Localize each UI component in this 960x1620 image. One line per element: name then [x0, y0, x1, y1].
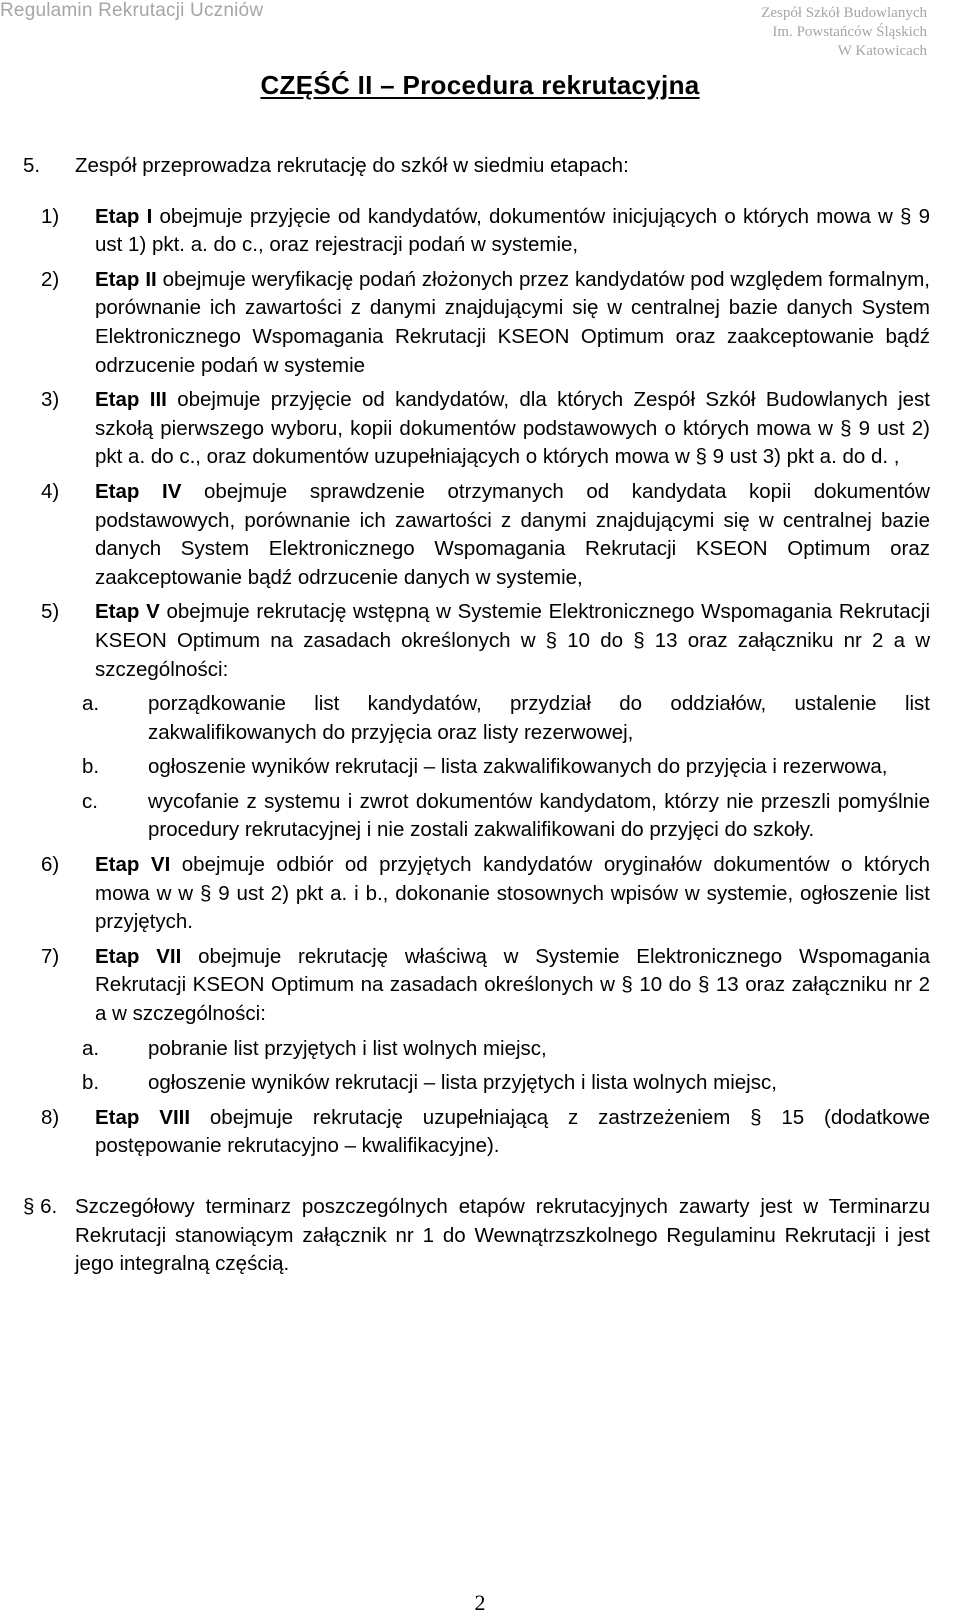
paragraph-marker: § 6.	[23, 1195, 58, 1218]
etap-description: obejmuje sprawdzenie otrzymanych od kandydata kopii dokumentów podstawowych, porównanie ich zawartości z danymi znajdującymi się w centralnej bazie danych System Elektronicznego Wspomagania Rekrutacji KSEON Optimum oraz zaakceptowanie bądź odrzucenie danych w systemie,	[95, 479, 930, 589]
list-item-number: 8)	[41, 1105, 60, 1129]
etap-label: Etap II	[95, 267, 157, 291]
sub-item-5b	[0, 753, 960, 782]
etap-description: obejmuje odbiór od przyjętych kandydatów oryginałów dokumentów o których mowa w w § 9 ust 2) pkt a. i b., dokonanie stosownych wpisów w systemie, ogłoszenie list przyjętych.	[95, 853, 930, 934]
list-item-number: 7)	[41, 944, 60, 968]
list-item-number: 6)	[41, 853, 60, 877]
etap-label: Etap IV	[95, 479, 182, 503]
sub-item-letter: c.	[82, 789, 98, 813]
etap-description: obejmuje przyjęcie od kandydatów, dla których Zespół Szkół Budowlanych jest szkołą pierwszego wyboru, kopii dokumentów podstawowych o których mowa w § 9 ust 2) pkt a. do c., oraz dokumentów uzupełniających o których mowa w § 9 ust 3) pkt a. do d. ,	[95, 388, 930, 469]
etap-description: obejmuje weryfikację podań złożonych przez kandydatów pod względem formalnym, porównanie ich zawartości z danymi znajdującymi się w centralnej bazie danych System Elektronicznego Wspomagania Rekrutacji KSEON Optimum oraz zaakceptowanie bądź odrzucenie podań w systemie	[95, 267, 930, 377]
list-item-etap-6	[0, 851, 960, 937]
list-item-number: 1)	[41, 204, 60, 228]
list-item-etap-4	[0, 478, 960, 592]
sub-item-5a	[0, 690, 960, 747]
paragraph-marker: 5.	[23, 154, 41, 177]
etap-label: Etap V	[95, 600, 160, 624]
sub-item-text: porządkowanie list kandydatów, przydział do oddziałów, ustalenie list zakwalifikowanych do przyjęcia oraz listy rezerwowej,	[148, 692, 930, 744]
sub-item-text: ogłoszenie wyników rekrutacji – lista przyjętych i lista wolnych miejsc,	[148, 1071, 777, 1095]
etap-description: obejmuje rekrutację uzupełniającą z zastrzeżeniem § 15 (dodatkowe postępowanie rekrutacyjno – kwalifikacyjne).	[95, 1105, 931, 1158]
list-item-etap-1	[0, 203, 960, 260]
etap-description: obejmuje przyjęcie od kandydatów, dokumentów inicjujących o których mowa w § 9 ust 1) pkt. a. do c., oraz rejestracji podań w systemie,	[95, 204, 930, 257]
etap-label: Etap VIII	[95, 1105, 191, 1129]
list-item-etap-3	[0, 386, 960, 472]
etap-label: Etap III	[95, 388, 167, 412]
list-item-etap-7	[0, 943, 960, 1029]
list-item-number: 3)	[41, 388, 60, 412]
etap-label: Etap VII	[95, 944, 182, 968]
sub-item-text: wycofanie z systemu i zwrot dokumentów kandydatom, którzy nie przeszli pomyślnie procedury rekrutacyjnej i nie zostali zakwalifikowani do przyjęci do szkoły.	[148, 789, 930, 842]
header-school-line-3: W Katowicach	[837, 43, 927, 59]
etap-description: obejmuje rekrutację właściwą w Systemie Elektronicznego Wspomagania Rekrutacji KSEON Optimum na zasadach określonych w § 10 do § 13 oraz załączniku nr 2 a w szczególności:	[95, 944, 930, 1026]
list-item-etap-5	[0, 598, 960, 684]
sub-item-5c	[0, 788, 960, 845]
list-item-etap-2	[0, 266, 960, 380]
sub-item-7a	[0, 1035, 960, 1064]
sub-item-7b	[0, 1069, 960, 1098]
sub-item-letter: a.	[82, 1036, 100, 1060]
page-number: 2	[474, 1590, 486, 1615]
sub-item-text: ogłoszenie wyników rekrutacji – lista zakwalifikowanych do przyjęcia i rezerwowa,	[148, 755, 888, 779]
list-item-etap-8	[0, 1104, 960, 1161]
paragraph-5	[0, 152, 960, 181]
header-school-line-2: Im. Powstańców Śląskich	[772, 24, 927, 40]
sub-item-letter: a.	[82, 692, 100, 716]
header-school-name	[761, 4, 927, 61]
list-item-number: 2)	[41, 267, 60, 291]
document-body	[0, 152, 960, 1279]
etap-description: obejmuje rekrutację wstępną w Systemie Elektronicznego Wspomagania Rekrutacji KSEON Optimum na zasadach określonych w § 10 do § 13 oraz załączniku nr 2 a w szczególności:	[95, 600, 931, 681]
list-item-number: 4)	[41, 479, 60, 503]
list-item-number: 5)	[41, 600, 60, 624]
paragraph-6	[0, 1193, 960, 1279]
header-school-line-1: Zespół Szkół Budowlanych	[761, 5, 927, 21]
paragraph-text: Szczegółowy terminarz poszczególnych etapów rekrutacyjnych zawarty jest w Terminarzu Rekrutacji stanowiącym załącznik nr 1 do Wewnątrzszkolnego Regulaminu Rekrutacji i jest jego integralną częścią.	[75, 1195, 930, 1276]
sub-item-text: pobranie list przyjętych i list wolnych miejsc,	[148, 1036, 547, 1060]
etap-label: Etap I	[95, 204, 153, 228]
section-title: CZĘŚĆ II – Procedura rekrutacyjna	[260, 70, 700, 100]
sub-item-letter: b.	[82, 1071, 100, 1095]
sub-item-letter: b.	[82, 755, 100, 779]
header-document-title: Regulamin Rekrutacji Uczniów	[0, 0, 264, 21]
etap-label: Etap VI	[95, 853, 171, 877]
paragraph-text: Zespół przeprowadza rekrutację do szkół w siedmiu etapach:	[75, 154, 629, 177]
